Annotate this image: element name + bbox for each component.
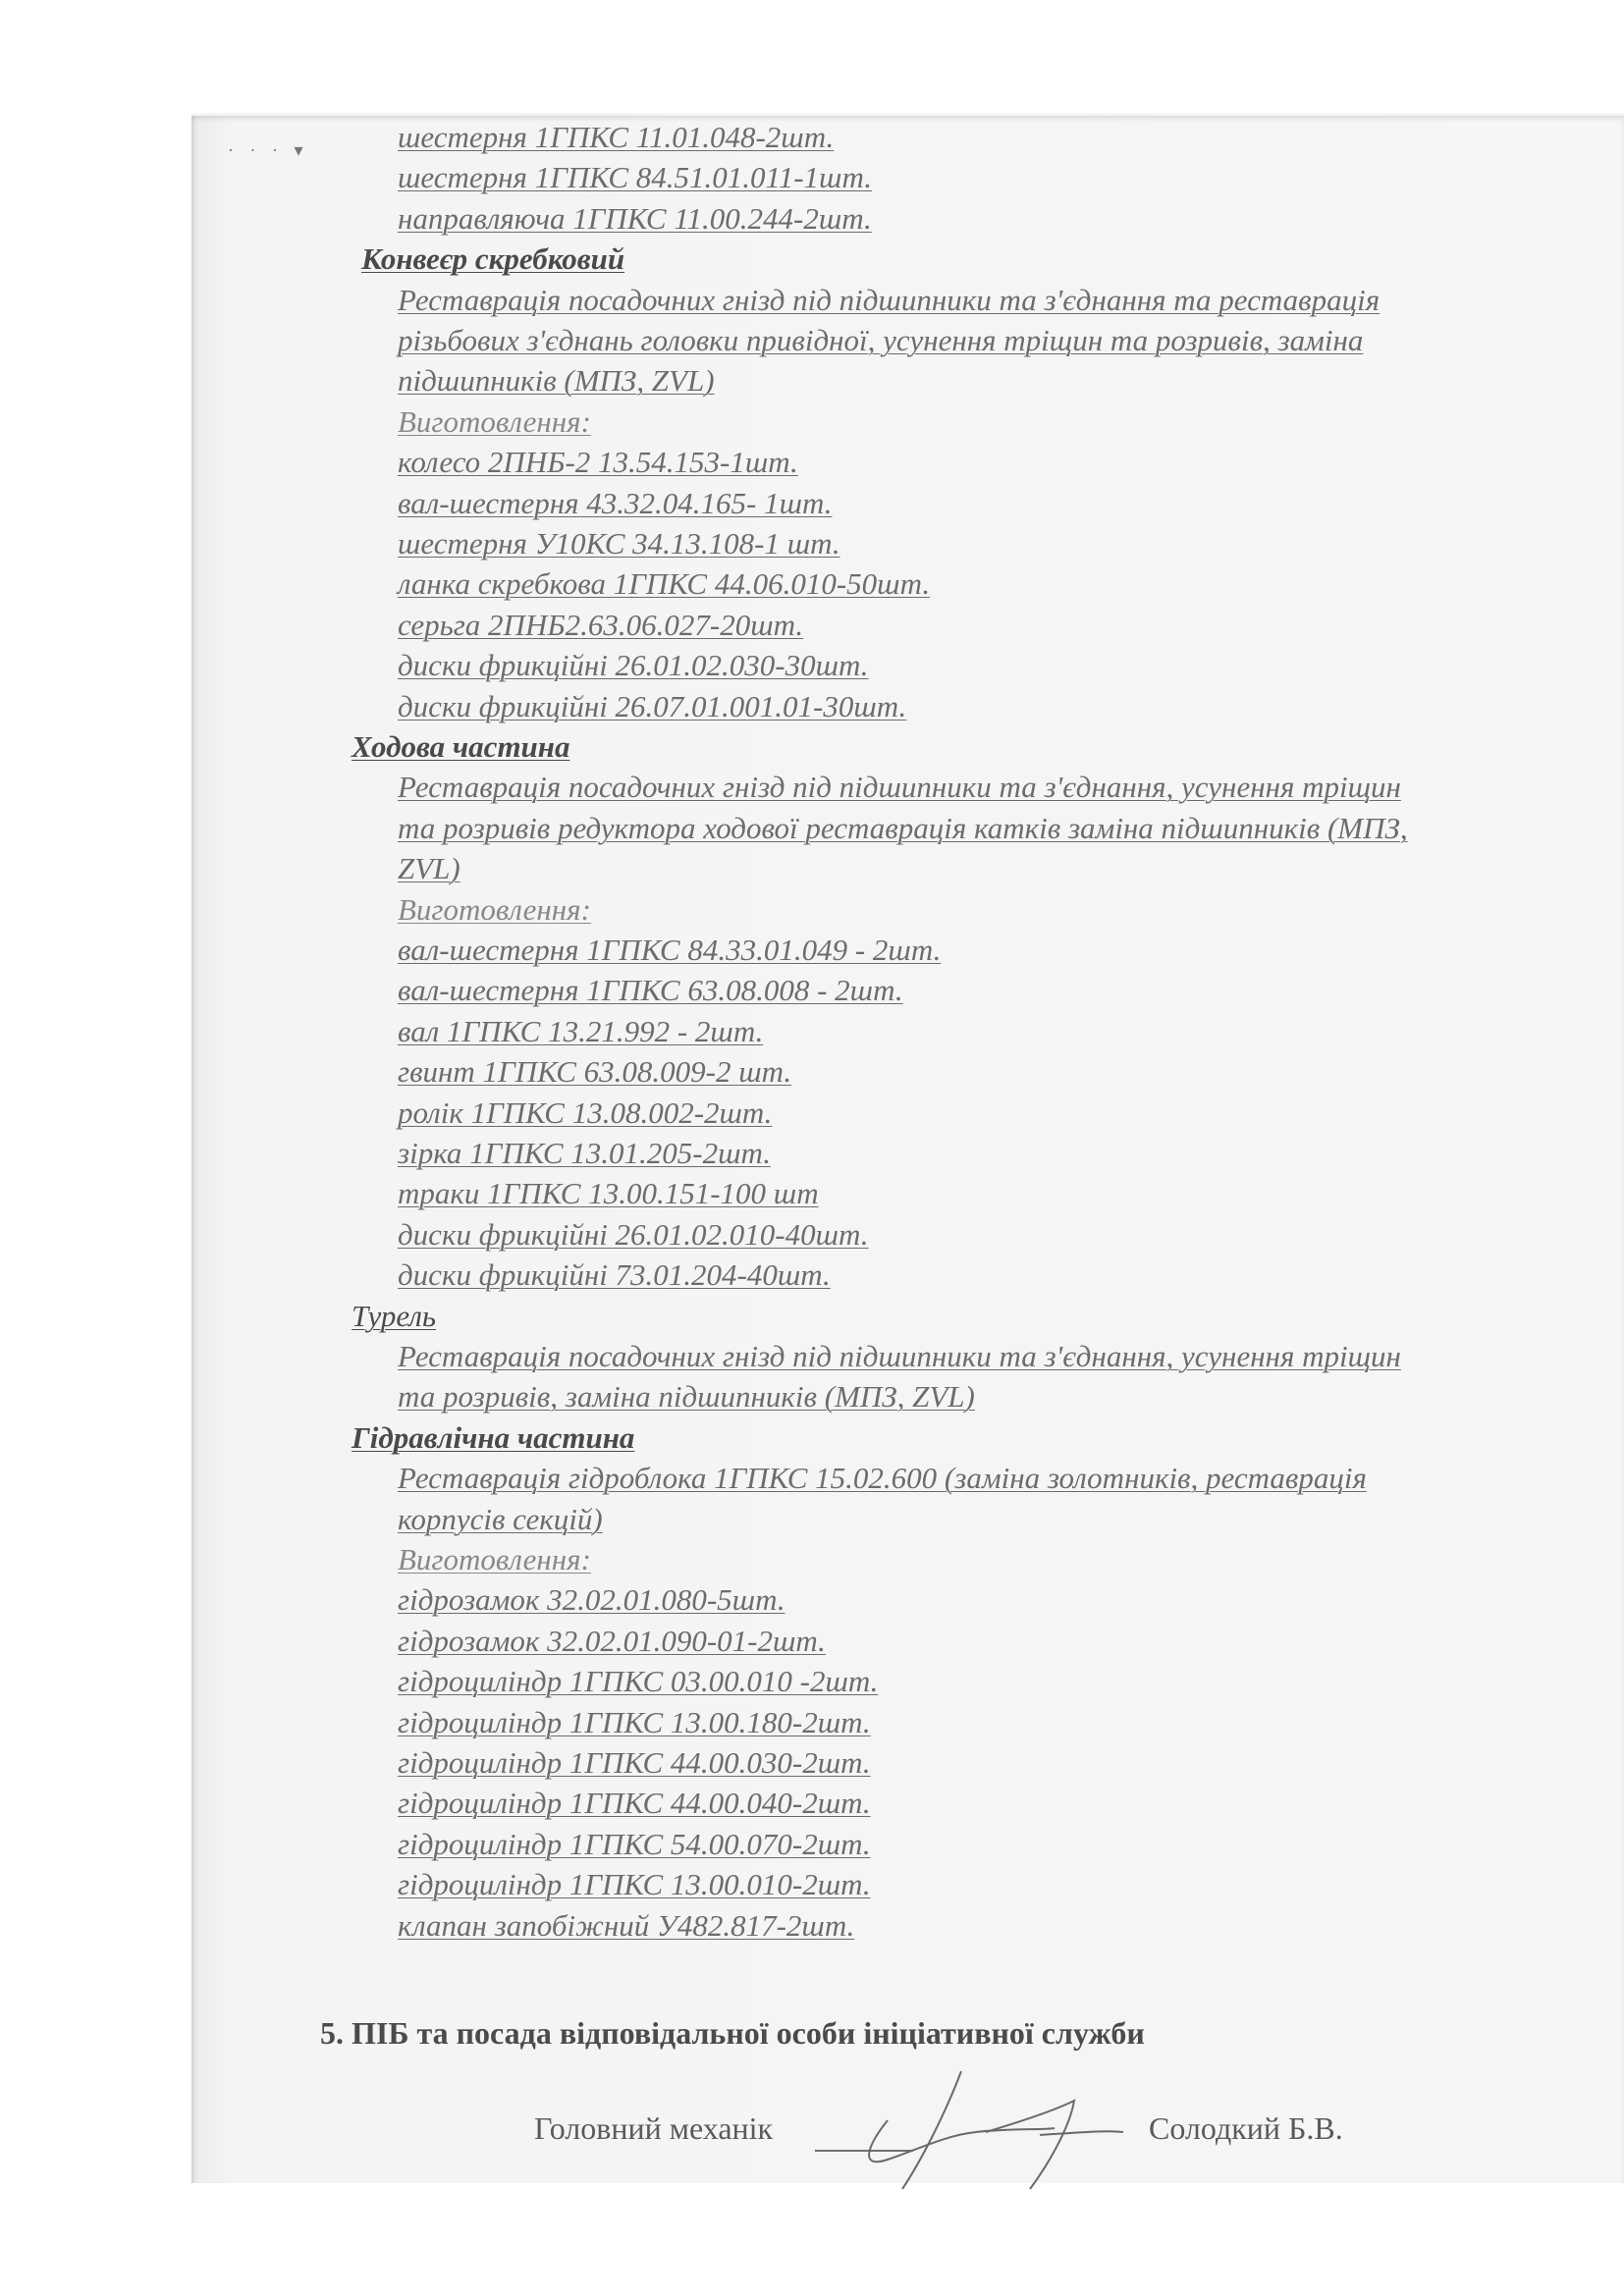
section-subheading: Ходова частина bbox=[352, 729, 570, 764]
handwritten-signature bbox=[829, 2042, 1143, 2199]
document-line: вал-шестерня 43.32.04.165- 1шт. bbox=[398, 486, 833, 520]
document-line: шестерня 1ГПКС 11.01.048-2шт. bbox=[398, 120, 835, 154]
document-line: Реставрація посадочних гнізд під підшипники та з'єднання, усунення тріщин bbox=[398, 1339, 1401, 1373]
document-line: гідроциліндр 1ГПКС 13.00.180-2шт. bbox=[398, 1705, 871, 1739]
document-line: гідроциліндр 1ГПКС 44.00.030-2шт. bbox=[398, 1745, 871, 1780]
section-heading: 5. ПІБ та посада відповідальної особи ініціативної служби bbox=[320, 2015, 1145, 2051]
document-line: направляюча 1ГПКС 11.00.244-2шт. bbox=[398, 201, 872, 236]
document-line: шестерня 1ГПКС 84.51.01.011-1шт. bbox=[398, 160, 872, 194]
document-line: вал-шестерня 1ГПКС 84.33.01.049 - 2шт. bbox=[398, 933, 942, 967]
document-line: ZVL) bbox=[398, 851, 460, 885]
document-line: Реставрація гідроблока 1ГПКС 15.02.600 (заміна золотників, реставрація bbox=[398, 1461, 1367, 1495]
document-line: гідроциліндр 1ГПКС 44.00.040-2шт. bbox=[398, 1786, 871, 1820]
document-line: вал-шестерня 1ГПКС 63.08.008 - 2шт. bbox=[398, 973, 903, 1007]
document-line: та розривів редуктора ходової реставрація катків заміна підшипників (МПЗ, bbox=[398, 811, 1408, 845]
document-line: гідрозамок 32.02.01.090-01-2шт. bbox=[398, 1624, 826, 1658]
section-subheading: Конвеєр скребковий bbox=[361, 241, 625, 276]
signature-title: Головний механік bbox=[534, 2110, 774, 2146]
document-line: клапан запобіжний У482.817-2шт. bbox=[398, 1908, 855, 1943]
document-line: Виготовлення: bbox=[398, 892, 591, 927]
document-line: Виготовлення: bbox=[398, 1542, 591, 1576]
signature-block bbox=[534, 2101, 1418, 2218]
document-line: Виготовлення: bbox=[398, 404, 591, 439]
document-line: серьга 2ПНБ2.63.06.027-20шт. bbox=[398, 608, 804, 642]
document-line: зірка 1ГПКС 13.01.205-2шт. bbox=[398, 1136, 772, 1170]
section-subheading: Турель bbox=[352, 1299, 436, 1333]
document-line: гідрозамок 32.02.01.080-5шт. bbox=[398, 1582, 785, 1617]
document-line: диски фрикційні 26.01.02.010-40шт. bbox=[398, 1217, 869, 1252]
document-line: гвинт 1ГПКС 63.08.009-2 шт. bbox=[398, 1054, 792, 1089]
document-line: гідроциліндр 1ГПКС 13.00.010-2шт. bbox=[398, 1867, 871, 1901]
document-line: вал 1ГПКС 13.21.992 - 2шт. bbox=[398, 1014, 764, 1048]
document-line: гідроциліндр 1ГПКС 03.00.010 -2шт. bbox=[398, 1664, 879, 1698]
document-line: колесо 2ПНБ-2 13.54.153-1шт. bbox=[398, 445, 798, 479]
section-subheading: Гідравлічна частина bbox=[352, 1420, 635, 1455]
document-line: шестерня У10КС 34.13.108-1 шт. bbox=[398, 526, 840, 561]
document-line: корпусів секцій) bbox=[398, 1502, 603, 1536]
document-line: Реставрація посадочних гнізд під підшипники та з'єднання та реставрація bbox=[398, 283, 1380, 317]
document-line: Реставрація посадочних гнізд під підшипники та з'єднання, усунення тріщин bbox=[398, 770, 1401, 804]
document-line: диски фрикційні 26.07.01.001.01-30шт. bbox=[398, 689, 907, 723]
document-line: траки 1ГПКС 13.00.151-100 шт bbox=[398, 1176, 819, 1210]
document-line: ролік 1ГПКС 13.08.002-2шт. bbox=[398, 1095, 773, 1130]
document-line: диски фрикційні 73.01.204-40шт. bbox=[398, 1257, 831, 1292]
scan-marks: · · · ▾ bbox=[228, 140, 309, 160]
document-line: підшипників (МПЗ, ZVL) bbox=[398, 363, 715, 398]
document-line: різьбових з'єднань головки привідної, усунення тріщин та розривів, заміна bbox=[398, 323, 1364, 357]
document-line: ланка скребкова 1ГПКС 44.06.010-50шт. bbox=[398, 566, 931, 601]
signatory-name: Солодкий Б.В. bbox=[1149, 2110, 1343, 2146]
document-line: гідроциліндр 1ГПКС 54.00.070-2шт. bbox=[398, 1827, 871, 1861]
document-line: та розривів, заміна підшипників (МПЗ, ZVL) bbox=[398, 1379, 975, 1414]
document-line: диски фрикційні 26.01.02.030-30шт. bbox=[398, 648, 869, 682]
